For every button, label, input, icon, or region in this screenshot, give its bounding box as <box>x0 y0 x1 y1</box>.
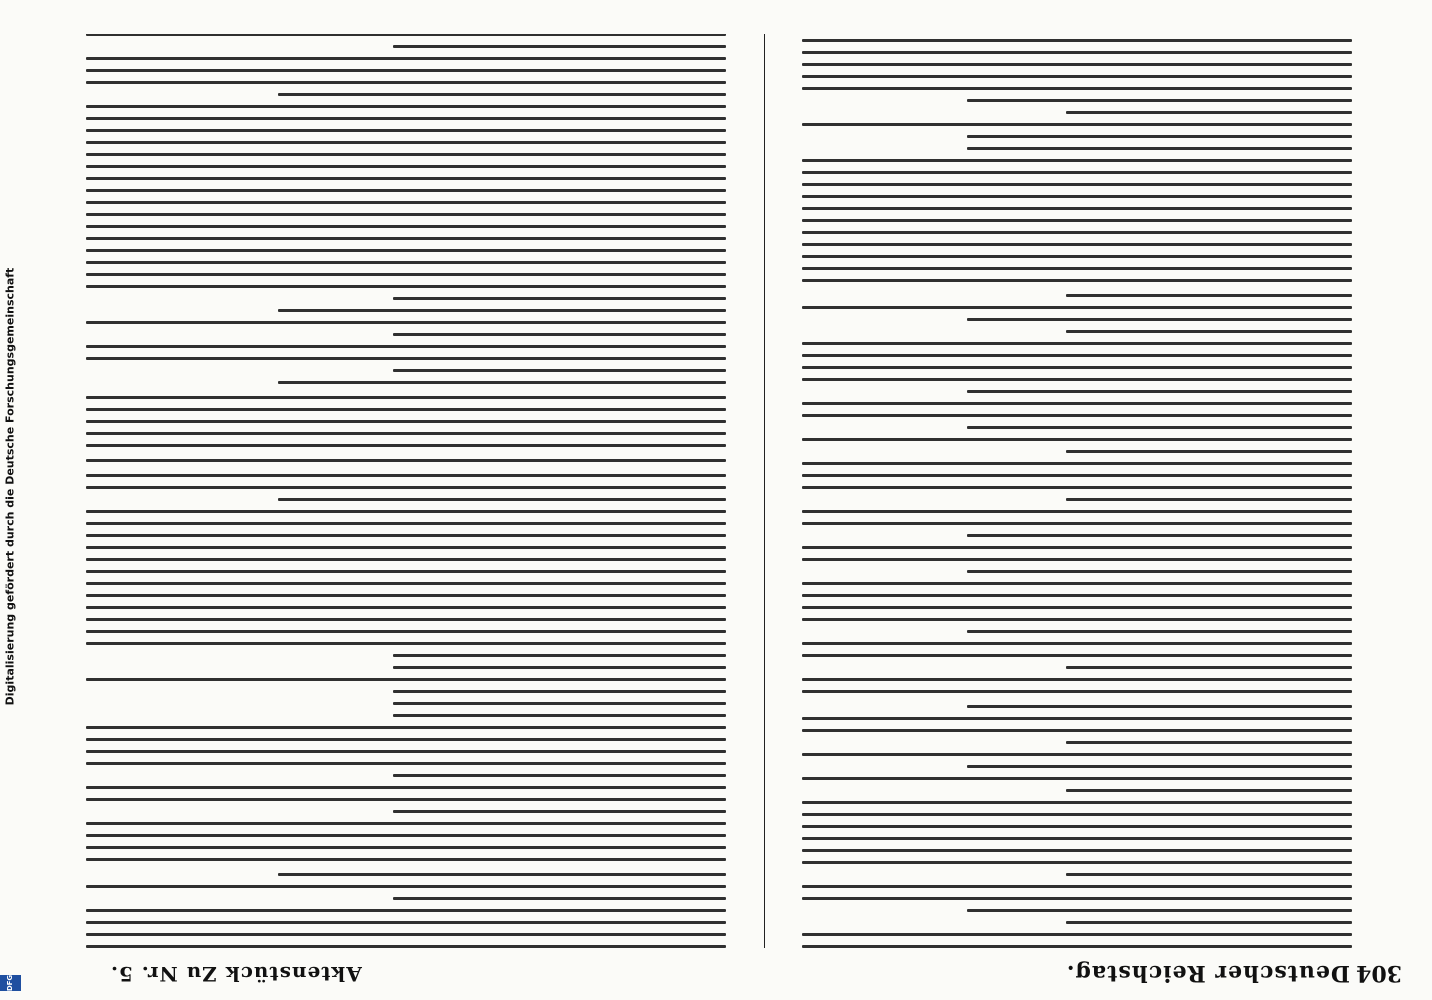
illegible-text-line <box>967 705 1352 708</box>
illegible-text-line <box>86 261 726 264</box>
illegible-text-line <box>967 99 1352 102</box>
illegible-text-line <box>802 159 1352 162</box>
illegible-text-line <box>86 285 726 288</box>
illegible-text-line <box>802 945 1352 948</box>
illegible-text-line <box>86 345 726 348</box>
illegible-text-line <box>86 786 726 789</box>
illegible-text-line <box>86 189 726 192</box>
illegible-text-line <box>802 207 1352 210</box>
illegible-text-line <box>86 594 726 597</box>
illegible-text-line <box>802 63 1352 66</box>
illegible-text-line <box>802 171 1352 174</box>
illegible-text-line <box>86 432 726 435</box>
illegible-text-line <box>802 654 1352 657</box>
illegible-text-line <box>86 249 726 252</box>
illegible-text-line <box>802 777 1352 780</box>
illegible-text-line <box>1066 294 1352 297</box>
illegible-text-line <box>393 774 726 777</box>
illegible-text-line <box>967 534 1352 537</box>
illegible-text-line <box>802 354 1352 357</box>
illegible-text-line <box>802 885 1352 888</box>
illegible-text-line <box>393 297 726 300</box>
illegible-text-line <box>802 558 1352 561</box>
illegible-text-line <box>86 117 726 120</box>
illegible-text-line <box>802 183 1352 186</box>
illegible-text-line <box>802 123 1352 126</box>
illegible-text-line <box>86 570 726 573</box>
illegible-text-line <box>86 165 726 168</box>
illegible-text-line <box>86 822 726 825</box>
dfg-badge: DFG <box>0 975 21 991</box>
illegible-text-line <box>802 51 1352 54</box>
illegible-text-line <box>802 825 1352 828</box>
illegible-text-line <box>86 762 726 765</box>
illegible-text-line <box>86 444 726 447</box>
illegible-text-line <box>86 273 726 276</box>
illegible-text-line <box>86 237 726 240</box>
illegible-text-line <box>802 582 1352 585</box>
illegible-text-line <box>802 75 1352 78</box>
illegible-text-line <box>802 813 1352 816</box>
illegible-text-line <box>86 57 726 60</box>
illegible-text-line <box>802 753 1352 756</box>
illegible-text-line <box>86 510 726 513</box>
illegible-text-line <box>86 225 726 228</box>
illegible-text-line <box>393 690 726 693</box>
illegible-text-line <box>802 717 1352 720</box>
illegible-text-line <box>86 858 726 861</box>
illegible-text-line <box>86 726 726 729</box>
illegible-text-line <box>86 558 726 561</box>
illegible-text-line <box>802 933 1352 936</box>
illegible-text-line <box>393 654 726 657</box>
illegible-text-line <box>802 219 1352 222</box>
illegible-text-line <box>802 39 1352 42</box>
illegible-text-line <box>802 849 1352 852</box>
illegible-text-line <box>802 87 1352 90</box>
illegible-text-line <box>802 414 1352 417</box>
illegible-text-line <box>802 378 1352 381</box>
text-column-right <box>86 34 726 948</box>
illegible-text-line <box>86 921 726 924</box>
illegible-text-line <box>1066 450 1352 453</box>
illegible-text-line <box>86 105 726 108</box>
illegible-text-line <box>86 885 726 888</box>
illegible-text-line <box>1066 330 1352 333</box>
illegible-text-line <box>393 810 726 813</box>
illegible-text-line <box>802 678 1352 681</box>
illegible-text-line <box>86 357 726 360</box>
illegible-text-line <box>86 834 726 837</box>
illegible-text-line <box>86 213 726 216</box>
illegible-text-line <box>86 474 726 477</box>
illegible-text-line <box>278 381 726 384</box>
illegible-text-line <box>86 141 726 144</box>
illegible-text-line <box>86 420 726 423</box>
illegible-text-line <box>86 534 726 537</box>
illegible-text-line <box>393 897 726 900</box>
illegible-text-line <box>1066 789 1352 792</box>
illegible-text-line <box>86 486 726 489</box>
illegible-text-line <box>802 486 1352 489</box>
illegible-text-line <box>802 897 1352 900</box>
illegible-text-line <box>393 45 726 48</box>
illegible-text-line <box>278 498 726 501</box>
illegible-text-line <box>967 390 1352 393</box>
illegible-text-line <box>86 846 726 849</box>
illegible-text-line <box>967 318 1352 321</box>
illegible-text-line <box>802 837 1352 840</box>
illegible-text-line <box>278 873 726 876</box>
illegible-text-line <box>86 459 726 462</box>
text-column-left <box>802 34 1352 948</box>
illegible-text-line <box>802 255 1352 258</box>
illegible-text-line <box>802 510 1352 513</box>
illegible-text-line <box>86 945 726 948</box>
illegible-text-line <box>86 630 726 633</box>
illegible-text-line <box>393 369 726 372</box>
illegible-text-line <box>802 279 1352 282</box>
illegible-text-line <box>802 243 1352 246</box>
illegible-text-line <box>278 93 726 96</box>
running-head-left: Deutscher Reichstag. <box>1065 960 1350 986</box>
illegible-text-line <box>802 594 1352 597</box>
illegible-text-line <box>802 618 1352 621</box>
illegible-text-line <box>86 933 726 936</box>
illegible-text-line <box>86 618 726 621</box>
illegible-text-line <box>802 366 1352 369</box>
illegible-text-line <box>802 231 1352 234</box>
illegible-text-line <box>1066 741 1352 744</box>
illegible-text-line <box>967 135 1352 138</box>
illegible-text-line <box>86 582 726 585</box>
illegible-text-line <box>802 267 1352 270</box>
illegible-text-line <box>86 738 726 741</box>
illegible-text-line <box>802 546 1352 549</box>
digitization-note: Digitalisierung gefördert durch die Deutsche Forschungsgemeinschaft <box>3 267 17 706</box>
illegible-text-line <box>86 408 726 411</box>
illegible-text-line <box>802 438 1352 441</box>
illegible-text-line <box>278 309 726 312</box>
illegible-text-line <box>1066 111 1352 114</box>
illegible-text-line <box>802 195 1352 198</box>
illegible-text-line <box>802 462 1352 465</box>
illegible-text-line <box>86 34 726 36</box>
illegible-text-line <box>86 546 726 549</box>
illegible-text-line <box>86 396 726 399</box>
illegible-text-line <box>967 630 1352 633</box>
illegible-text-line <box>802 801 1352 804</box>
illegible-text-line <box>86 81 726 84</box>
illegible-text-line <box>86 750 726 753</box>
illegible-text-line <box>802 861 1352 864</box>
illegible-text-line <box>86 153 726 156</box>
illegible-text-line <box>86 177 726 180</box>
illegible-text-line <box>802 402 1352 405</box>
column-divider <box>764 34 765 948</box>
illegible-text-line <box>86 321 726 324</box>
illegible-text-line <box>967 765 1352 768</box>
illegible-text-line <box>802 642 1352 645</box>
illegible-text-line <box>86 798 726 801</box>
illegible-text-line <box>967 570 1352 573</box>
illegible-text-line <box>393 666 726 669</box>
illegible-text-line <box>802 690 1352 693</box>
illegible-text-line <box>86 909 726 912</box>
illegible-text-line <box>967 909 1352 912</box>
illegible-text-line <box>86 522 726 525</box>
illegible-text-line <box>802 729 1352 732</box>
illegible-text-line <box>393 702 726 705</box>
page-number: 304 <box>1356 960 1402 986</box>
illegible-text-line <box>393 333 726 336</box>
illegible-text-line <box>86 678 726 681</box>
illegible-text-line <box>1066 873 1352 876</box>
illegible-text-line <box>1066 921 1352 924</box>
illegible-text-line <box>86 201 726 204</box>
illegible-text-line <box>1066 498 1352 501</box>
illegible-text-line <box>802 474 1352 477</box>
illegible-text-line <box>86 129 726 132</box>
illegible-text-line <box>802 606 1352 609</box>
illegible-text-line <box>802 342 1352 345</box>
illegible-text-line <box>967 426 1352 429</box>
illegible-text-line <box>967 147 1352 150</box>
illegible-text-line <box>86 606 726 609</box>
illegible-text-line <box>86 69 726 72</box>
running-head-right: Aktenstück Zu Nr. 5. <box>110 962 362 986</box>
illegible-text-line <box>802 306 1352 309</box>
illegible-text-line <box>1066 666 1352 669</box>
illegible-text-line <box>393 714 726 717</box>
illegible-text-line <box>86 642 726 645</box>
illegible-text-line <box>802 522 1352 525</box>
